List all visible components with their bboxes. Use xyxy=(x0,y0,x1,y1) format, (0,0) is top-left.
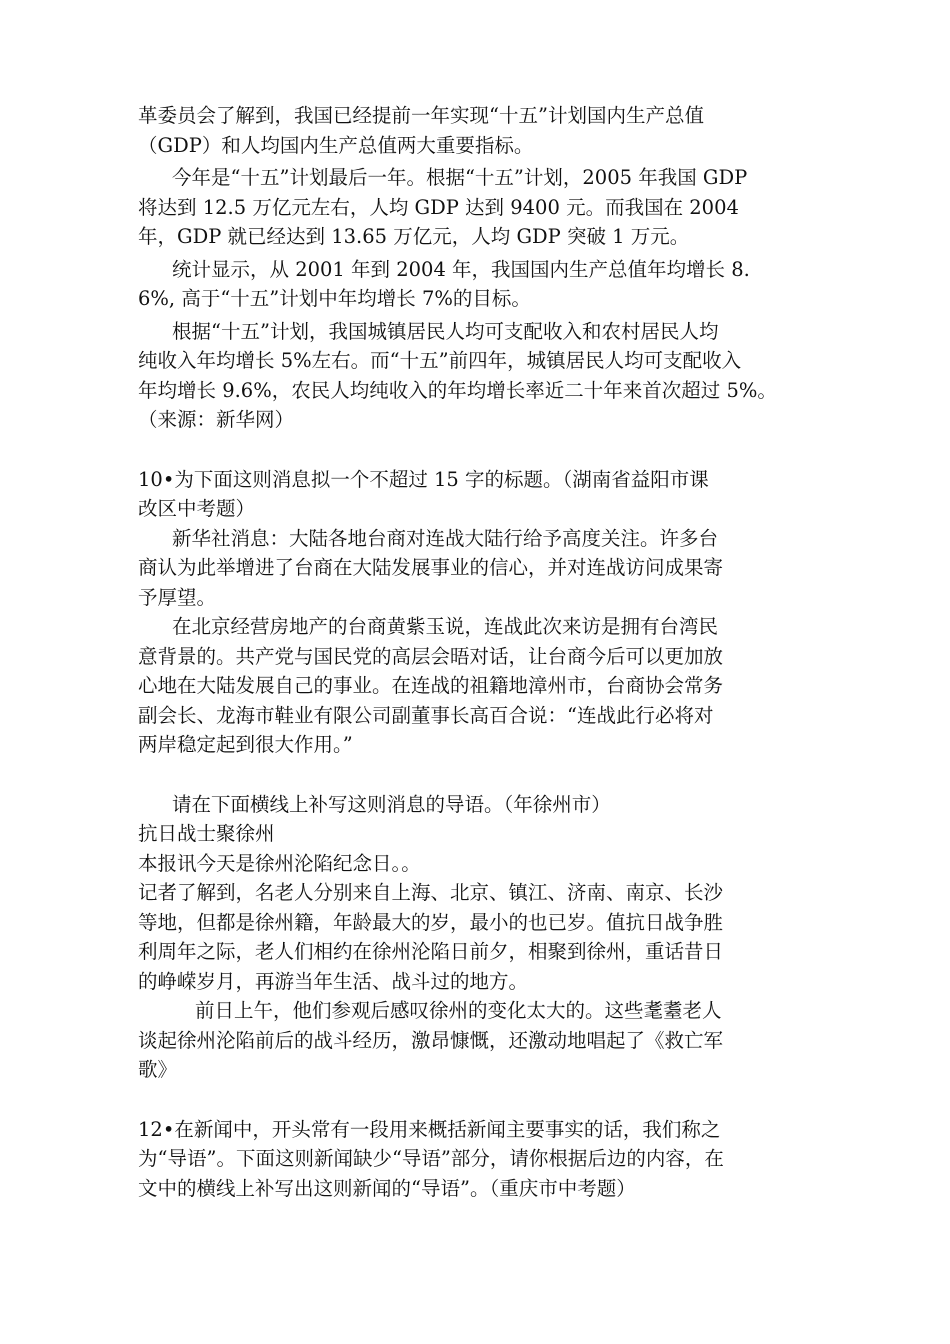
question-text: 请在下面横线上补写这则消息的导语。（年徐州市） xyxy=(172,792,611,816)
text-line: 心地在大陆发展自己的事业。在连战的祖籍地漳州市，台商协会常务 xyxy=(138,674,724,697)
paragraph-taiwan-businessmen xyxy=(138,612,828,760)
news-xuzhou xyxy=(138,819,828,996)
paragraph-xinhua-news xyxy=(138,524,828,613)
paragraph-visit xyxy=(138,996,828,1085)
text-line: 革委员会了解到，我国已经提前一年实现“十五”计划国内生产总值 xyxy=(138,104,704,127)
text-line: 纯收入年均增长 5%左右。而“十五”前四年，城镇居民人均可支配收入 xyxy=(138,349,742,372)
text-line: （GDP）和人均国内生产总值两大重要指标。 xyxy=(138,133,534,157)
paragraph-gdp-growth xyxy=(138,255,828,314)
paragraph-income-growth xyxy=(138,317,828,435)
paragraph-gdp-targets xyxy=(138,163,828,252)
document-page xyxy=(138,101,828,1203)
question-text: 改区中考题） xyxy=(138,497,256,520)
paragraph-ndrc-report xyxy=(138,101,828,160)
text-line: 的峥嵘岁月，再游当年生活、战斗过的地方。 xyxy=(138,969,529,993)
text-line: 年，GDP 就已经达到 13.65 万亿元，人均 GDP 突破 1 万元。 xyxy=(138,225,690,248)
question-text: 12•在新闻中，开头常有一段用来概括新闻主要事实的话，我们称之 xyxy=(138,1117,721,1141)
text-line: 今年是“十五”计划最后一年。根据“十五”计划，2005 年我国 GDP xyxy=(172,166,748,189)
text-line: 意背景的。共产党与国民党的高层会晤对话，让台商今后可以更加放 xyxy=(138,644,724,668)
question-12 xyxy=(138,1115,828,1204)
text-line: 记者了解到，名老人分别来自上海、北京、镇江、济南、南京、长沙 xyxy=(138,881,724,904)
text-line: 两岸稳定起到很大作用。” xyxy=(138,733,353,756)
text-line: 年均增长 9.6%，农民人均纯收入的年均增长率近二十年来首次超过 5%。 xyxy=(138,378,777,402)
text-line: 予厚望。 xyxy=(138,585,217,609)
news-headline: 抗日战士聚徐州 xyxy=(138,822,275,845)
text-line: 商认为此举增进了台商在大陆发展事业的信心，并对连战访问成果寄 xyxy=(138,556,724,579)
question-text: 10•为下面这则消息拟一个不超过 15 字的标题。（湖南省益阳市课 xyxy=(138,467,709,491)
news-lead-line: 本报讯今天是徐州沦陷纪念日。。 xyxy=(138,851,421,875)
text-line: 统计显示，从 2001 年到 2004 年，我国国内生产总值年均增长 8. xyxy=(172,257,750,281)
question-11-prompt xyxy=(138,790,828,820)
text-line: 谈起徐州沦陷前后的战斗经历，激昂慷慨，还激动地唱起了《救亡军 xyxy=(138,1028,724,1052)
text-line: 副会长、龙海市鞋业有限公司副董事长高百合说：“连战此行必将对 xyxy=(138,703,714,727)
text-line: 根据“十五”计划，我国城镇居民人均可支配收入和农村居民人均 xyxy=(172,319,719,343)
text-line: 前日上午，他们参观后感叹徐州的变化太大的。这些耄耋老人 xyxy=(195,999,722,1022)
text-line: 利周年之际，老人们相约在徐州沦陷日前夕，相聚到徐州，重话昔日 xyxy=(138,940,724,963)
text-line: 歌》 xyxy=(138,1058,178,1081)
text-line: 新华社消息：大陆各地台商对连战大陆行给予高度关注。许多台 xyxy=(172,526,719,550)
question-10 xyxy=(138,465,828,524)
text-line: 将达到 12.5 万亿元左右，人均 GDP 达到 9400 元。而我国在 2004 xyxy=(138,195,739,219)
question-text: 文中的横线上补写出这则新闻的“导语”。（重庆市中考题） xyxy=(138,1176,636,1200)
text-line: 在北京经营房地产的台商黄紫玉说，连战此次来访是拥有台湾民 xyxy=(172,615,719,638)
text-line: 6%, 高于“十五”计划中年均增长 7%的目标。 xyxy=(138,287,531,310)
text-line: 等地，但都是徐州籍，年龄最大的岁，最小的也已岁。值抗日战争胜 xyxy=(138,910,724,934)
source-note: （来源：新华网） xyxy=(138,408,295,431)
question-text: 为“导语”。下面这则新闻缺少“导语”部分，请你根据后边的内容，在 xyxy=(138,1147,724,1170)
